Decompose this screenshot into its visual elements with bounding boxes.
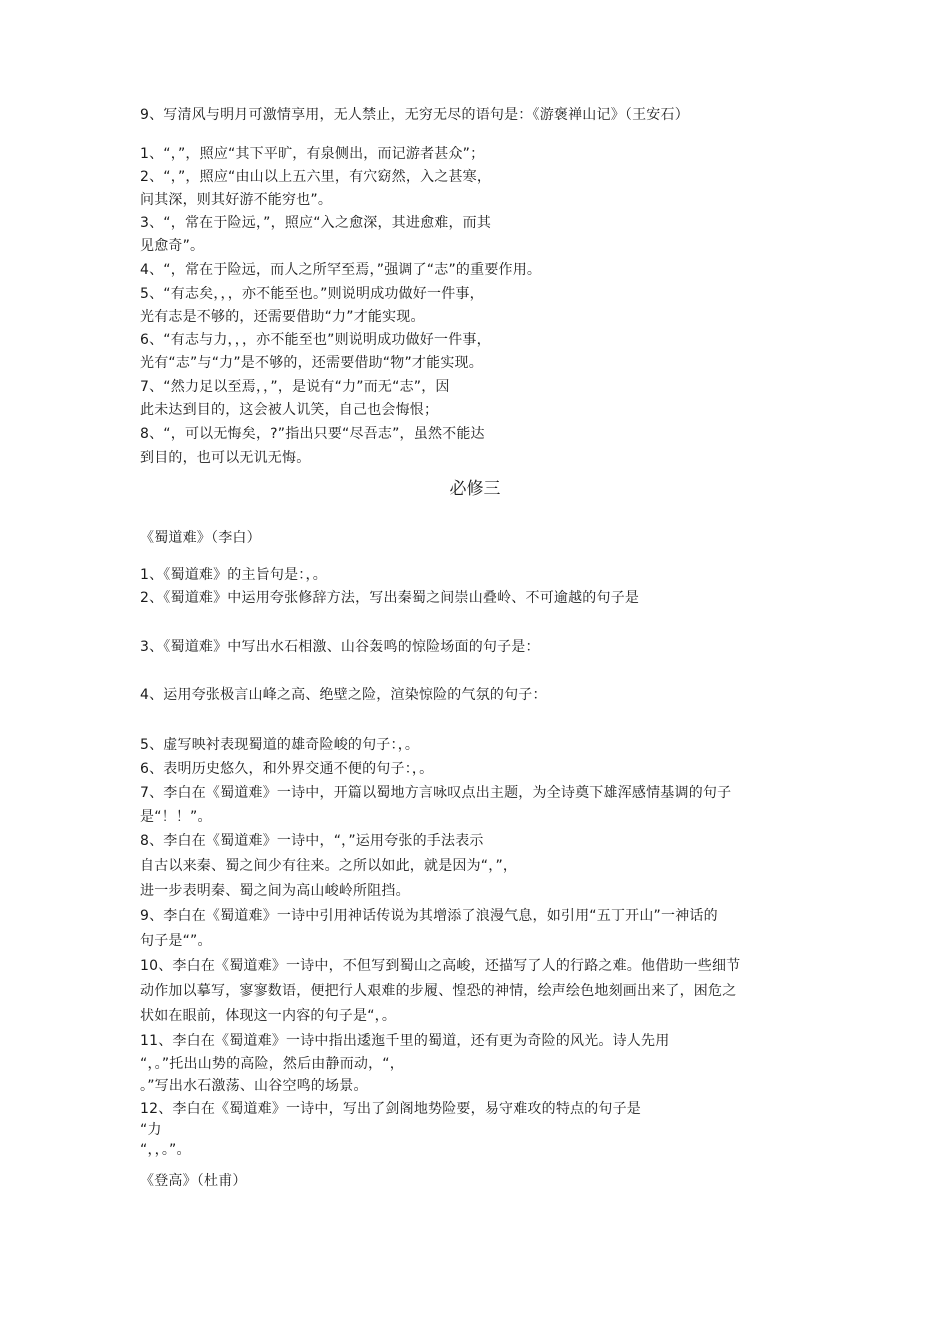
text-line: 11、李白在《蜀道难》一诗中指出逶迤千里的蜀道，还有更为奇险的风光。诗人先用 [140, 1033, 670, 1049]
text-line: 到目的，也可以无讥无悔。 [140, 450, 311, 466]
text-line: 3、“，常在于险远，”，照应“入之愈深，其进愈难，而其 [140, 215, 492, 231]
text-line: 4、“，常在于险远，而人之所罕至焉，”强调了“志”的重要作用。 [140, 262, 542, 278]
section-heading: 必修三 [449, 479, 501, 499]
text-line: 见愈奇”。 [140, 238, 205, 254]
text-line: 8、“，可以无悔矣，?”指出只要“尽吾志”，虽然不能达 [140, 426, 485, 442]
text-line: 《蜀道难》（李白） [140, 530, 261, 546]
text-line: 自古以来秦、蜀之间少有往来。之所以如此，就是因为“，”， [140, 858, 518, 874]
text-line: 此未达到目的，这会被人讥笑，自己也会悔恨； [140, 402, 439, 418]
text-line: 光有志是不够的，还需要借助“力”才能实现。 [140, 309, 425, 325]
text-line: 7、李白在《蜀道难》一诗中，开篇以蜀地方言咏叹点出主题，为全诗奠下雄浑感情基调的句子 [140, 785, 732, 801]
text-line: 9、写清风与明月可激情享用，无人禁止，无穷无尽的语句是：《游褒禅山记》（王安石） [140, 107, 689, 123]
text-line: 12、李白在《蜀道难》一诗中，写出了剑阁地势险要，易守难攻的特点的句子是 [140, 1101, 642, 1117]
text-line: 7、“然力足以至焉，，”，是说有“力”而无“志”，因 [140, 379, 450, 395]
text-line: 10、李白在《蜀道难》一诗中，不但写到蜀山之高峻，还描写了人的行路之难。他借助一些细节 [140, 958, 741, 974]
text-line: 5、“有志矣，，，亦不能至也。”则说明成功做好一件事， [140, 286, 484, 302]
text-line: 句子是“”。 [140, 933, 212, 949]
text-line: 状如在眼前，体现这一内容的句子是“，。 [140, 1008, 397, 1024]
text-line: 4、运用夸张极言山峰之高、绝壁之险，渲染惊险的气氛的句子： [140, 687, 547, 703]
text-line: “力 [140, 1122, 162, 1138]
text-line: 1、“，”，照应“其下平旷，有泉侧出，而记游者甚众”； [140, 146, 485, 162]
text-line: 5、虚写映衬表现蜀道的雄奇险峻的句子：，。 [140, 737, 420, 753]
text-line: “，，。”。 [140, 1142, 191, 1158]
text-line: 动作加以摹写，寥寥数语，便把行人艰难的步履、惶恐的神情，绘声绘色地刻画出来了，困危之 [140, 983, 737, 999]
text-line: “，。”托出山势的高险，然后由静而动，“， [140, 1056, 404, 1072]
text-line: 进一步表明秦、蜀之间为高山峻岭所阻挡。 [140, 883, 410, 899]
text-line: 6、“有志与力，，，亦不能至也”则说明成功做好一件事， [140, 332, 491, 348]
text-line: 2、“，”，照应“由山以上五六里，有穴窈然，入之甚寒， [140, 169, 492, 185]
text-line: 光有“志”与“力”是不够的，还需要借助“物”才能实现。 [140, 355, 483, 371]
text-line: 8、李白在《蜀道难》一诗中，“，”运用夸张的手法表示 [140, 833, 484, 849]
text-line: 9、李白在《蜀道难》一诗中引用神话传说为其增添了浪漫气息，如引用“五丁开山”一神话的 [140, 908, 718, 924]
text-line: 2、《蜀道难》中运用夸张修辞方法，写出秦蜀之间崇山叠岭、不可逾越的句子是 [140, 590, 640, 606]
text-line: 问其深，则其好游不能穷也”。 [140, 192, 333, 208]
text-line: 是“！！”。 [140, 809, 212, 825]
text-line: 6、表明历史悠久，和外界交通不便的句子：，。 [140, 761, 434, 777]
text-line: 1、《蜀道难》的主旨句是：，。 [140, 567, 327, 583]
text-line: 3、《蜀道难》中写出水石相激、山谷轰鸣的惊险场面的句子是： [140, 639, 540, 655]
text-line: 。”写出水石激荡、山谷空鸣的场景。 [140, 1078, 368, 1094]
text-line: 《登高》（杜甫） [140, 1173, 247, 1189]
